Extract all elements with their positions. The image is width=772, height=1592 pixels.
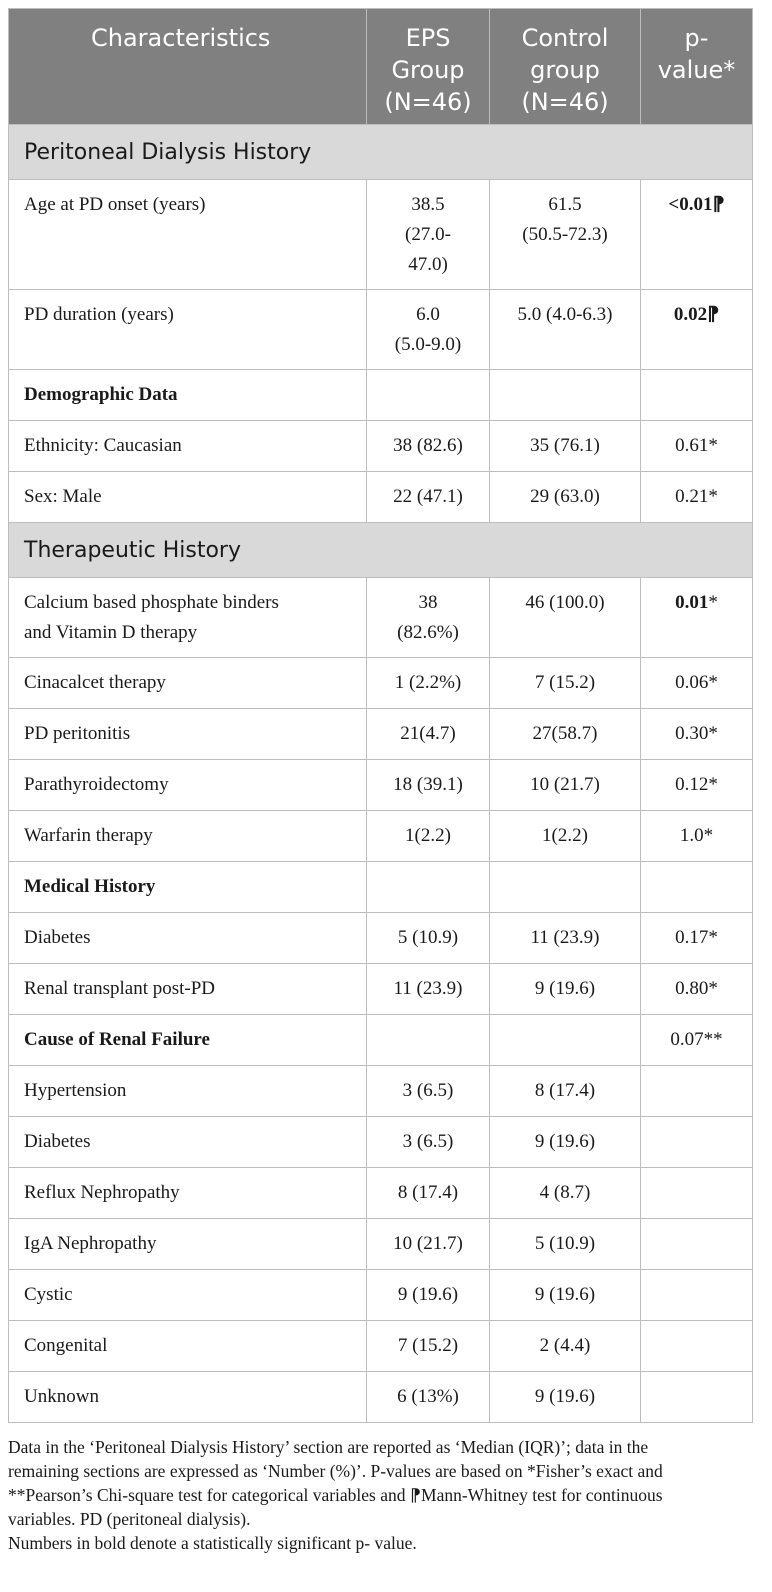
eps-value: 3 (6.5) (367, 1117, 490, 1168)
header-pvalue-line2: value* (657, 56, 736, 84)
header-p-value (641, 9, 753, 125)
eps-value: 38 (82.6) (367, 421, 490, 472)
row-label: Diabetes (9, 1117, 367, 1168)
table-row (9, 862, 753, 913)
header-pvalue-line1: p- (684, 24, 709, 52)
row-label: Hypertension (9, 1066, 367, 1117)
header-control-line3: (N=46) (521, 88, 609, 116)
control-value: 10 (21.7) (490, 760, 641, 811)
footnote-line: Data in the ‘Peritoneal Dialysis History’ section are reported as ‘Median (IQR)’; data in the (8, 1437, 649, 1457)
subheading-cause-of-renal-failure: Cause of Renal Failure (9, 1015, 367, 1066)
control-value-line1: 61.5 (548, 194, 582, 215)
row-label: Cinacalcet therapy (9, 658, 367, 709)
header-eps-group (367, 9, 490, 125)
control-value: 8 (17.4) (490, 1066, 641, 1117)
empty-cell (490, 1015, 641, 1066)
subheading-medical-history: Medical History (9, 862, 367, 913)
empty-cell (641, 1372, 753, 1423)
table-row (9, 811, 753, 862)
control-value: 5.0 (4.0-6.3) (490, 290, 641, 370)
p-value-text: <0.01 (668, 194, 713, 215)
control-value: 46 (100.0) (490, 578, 641, 658)
table-row (9, 913, 753, 964)
row-label: Parathyroidectomy (9, 760, 367, 811)
table-row (9, 709, 753, 760)
control-value: 9 (19.6) (490, 1372, 641, 1423)
header-eps-line2: Group (391, 56, 465, 84)
eps-value-line2: (82.6%) (397, 622, 459, 643)
row-label-line1: Calcium based phosphate binders (24, 592, 279, 613)
eps-value: 18 (39.1) (367, 760, 490, 811)
eps-value: 1 (2.2%) (367, 658, 490, 709)
row-label: PD peritonitis (9, 709, 367, 760)
footnote-line: remaining sections are expressed as ‘Number (%)’. P-values are based on *Fisher’s exact and (8, 1461, 663, 1481)
eps-value: 1(2.2) (367, 811, 490, 862)
row-label: PD duration (years) (9, 290, 367, 370)
mann-whitney-mark: ⁋ (707, 304, 720, 325)
mann-whitney-mark: ⁋ (712, 194, 725, 215)
table-row (9, 290, 753, 370)
empty-cell (641, 370, 753, 421)
eps-value: 11 (23.9) (367, 964, 490, 1015)
row-label: Ethnicity: Caucasian (9, 421, 367, 472)
control-value: 1(2.2) (490, 811, 641, 862)
footnote-line: variables. PD (peritoneal dialysis). (8, 1509, 251, 1529)
table-row (9, 1066, 753, 1117)
table-row (9, 1321, 753, 1372)
table-row (9, 180, 753, 290)
control-value: 7 (15.2) (490, 658, 641, 709)
p-value: 0.06* (641, 658, 753, 709)
subheading-demographic-data: Demographic Data (9, 370, 367, 421)
fisher-mark: * (708, 592, 718, 613)
row-label: Age at PD onset (years) (9, 180, 367, 290)
eps-value-line1: 38 (418, 592, 438, 613)
table-row (9, 472, 753, 523)
eps-value (367, 180, 490, 290)
p-value: 1.0* (641, 811, 753, 862)
footnote-line: Numbers in bold denote a statistically significant p- value. (8, 1533, 417, 1553)
header-eps-line3: (N=46) (384, 88, 472, 116)
eps-value: 6 (13%) (367, 1372, 490, 1423)
table-row (9, 1270, 753, 1321)
row-label: Diabetes (9, 913, 367, 964)
table-row (9, 1168, 753, 1219)
empty-cell (641, 1066, 753, 1117)
table-row (9, 1117, 753, 1168)
header-control-group (490, 9, 641, 125)
row-label: Warfarin therapy (9, 811, 367, 862)
eps-value-line2: (27.0- (405, 224, 451, 245)
control-value: 11 (23.9) (490, 913, 641, 964)
p-value: 0.30* (641, 709, 753, 760)
table-row (9, 578, 753, 658)
eps-value: 8 (17.4) (367, 1168, 490, 1219)
p-value: 0.61* (641, 421, 753, 472)
eps-value-line3: 47.0) (408, 254, 448, 275)
header-characteristics (9, 9, 367, 125)
row-label: Unknown (9, 1372, 367, 1423)
row-label-line2: and Vitamin D therapy (24, 622, 198, 643)
empty-cell (490, 370, 641, 421)
p-value (641, 180, 753, 290)
control-value: 9 (19.6) (490, 964, 641, 1015)
control-value: 9 (19.6) (490, 1117, 641, 1168)
control-value: 4 (8.7) (490, 1168, 641, 1219)
table-row (9, 421, 753, 472)
eps-value: 21(4.7) (367, 709, 490, 760)
eps-value: 5 (10.9) (367, 913, 490, 964)
row-label (9, 578, 367, 658)
table-container (8, 8, 752, 1555)
p-value (641, 578, 753, 658)
row-label: Sex: Male (9, 472, 367, 523)
header-characteristics-text: Characteristics (91, 24, 271, 52)
eps-value (367, 578, 490, 658)
eps-value-line1: 38.5 (411, 194, 445, 215)
characteristics-table (8, 8, 753, 1423)
table-header (9, 9, 753, 125)
table-row (9, 1015, 753, 1066)
eps-value (367, 290, 490, 370)
section-row (9, 125, 753, 180)
control-value: 2 (4.4) (490, 1321, 641, 1372)
eps-value: 22 (47.1) (367, 472, 490, 523)
table-row (9, 1372, 753, 1423)
control-value: 9 (19.6) (490, 1270, 641, 1321)
table-row (9, 760, 753, 811)
table-row (9, 964, 753, 1015)
table-footnote (8, 1435, 756, 1555)
empty-cell (641, 1168, 753, 1219)
footnote-line: **Pearson’s Chi-square test for categorical variables and ⁋Mann-Whitney test for continuous (8, 1485, 663, 1505)
p-value: 0.17* (641, 913, 753, 964)
section-peritoneal-dialysis-history: Peritoneal Dialysis History (9, 125, 753, 180)
p-value (641, 290, 753, 370)
eps-value-line1: 6.0 (416, 304, 440, 325)
table-row (9, 370, 753, 421)
control-value: 5 (10.9) (490, 1219, 641, 1270)
p-value-text: 0.02 (673, 304, 708, 325)
empty-cell (641, 1270, 753, 1321)
row-label: IgA Nephropathy (9, 1219, 367, 1270)
empty-cell (367, 370, 490, 421)
p-value: 0.07** (641, 1015, 753, 1066)
eps-value-line2: (5.0-9.0) (394, 334, 462, 355)
header-control-line1: Control (521, 24, 609, 52)
empty-cell (367, 862, 490, 913)
p-value-text: 0.01 (675, 592, 709, 613)
control-value-line2: (50.5-72.3) (522, 224, 608, 245)
empty-cell (367, 1015, 490, 1066)
p-value: 0.12* (641, 760, 753, 811)
row-label: Congenital (9, 1321, 367, 1372)
empty-cell (641, 862, 753, 913)
p-value: 0.80* (641, 964, 753, 1015)
control-value: 29 (63.0) (490, 472, 641, 523)
control-value: 27(58.7) (490, 709, 641, 760)
section-therapeutic-history: Therapeutic History (9, 523, 753, 578)
section-row (9, 523, 753, 578)
row-label: Reflux Nephropathy (9, 1168, 367, 1219)
row-label: Renal transplant post-PD (9, 964, 367, 1015)
header-control-line2: group (530, 56, 600, 84)
control-value: 35 (76.1) (490, 421, 641, 472)
control-value (490, 180, 641, 290)
eps-value: 9 (19.6) (367, 1270, 490, 1321)
empty-cell (641, 1219, 753, 1270)
eps-value: 3 (6.5) (367, 1066, 490, 1117)
p-value: 0.21* (641, 472, 753, 523)
table-row (9, 1219, 753, 1270)
row-label: Cystic (9, 1270, 367, 1321)
eps-value: 7 (15.2) (367, 1321, 490, 1372)
eps-value: 10 (21.7) (367, 1219, 490, 1270)
empty-cell (641, 1321, 753, 1372)
header-eps-line1: EPS (405, 24, 451, 52)
empty-cell (641, 1117, 753, 1168)
table-row (9, 658, 753, 709)
empty-cell (490, 862, 641, 913)
